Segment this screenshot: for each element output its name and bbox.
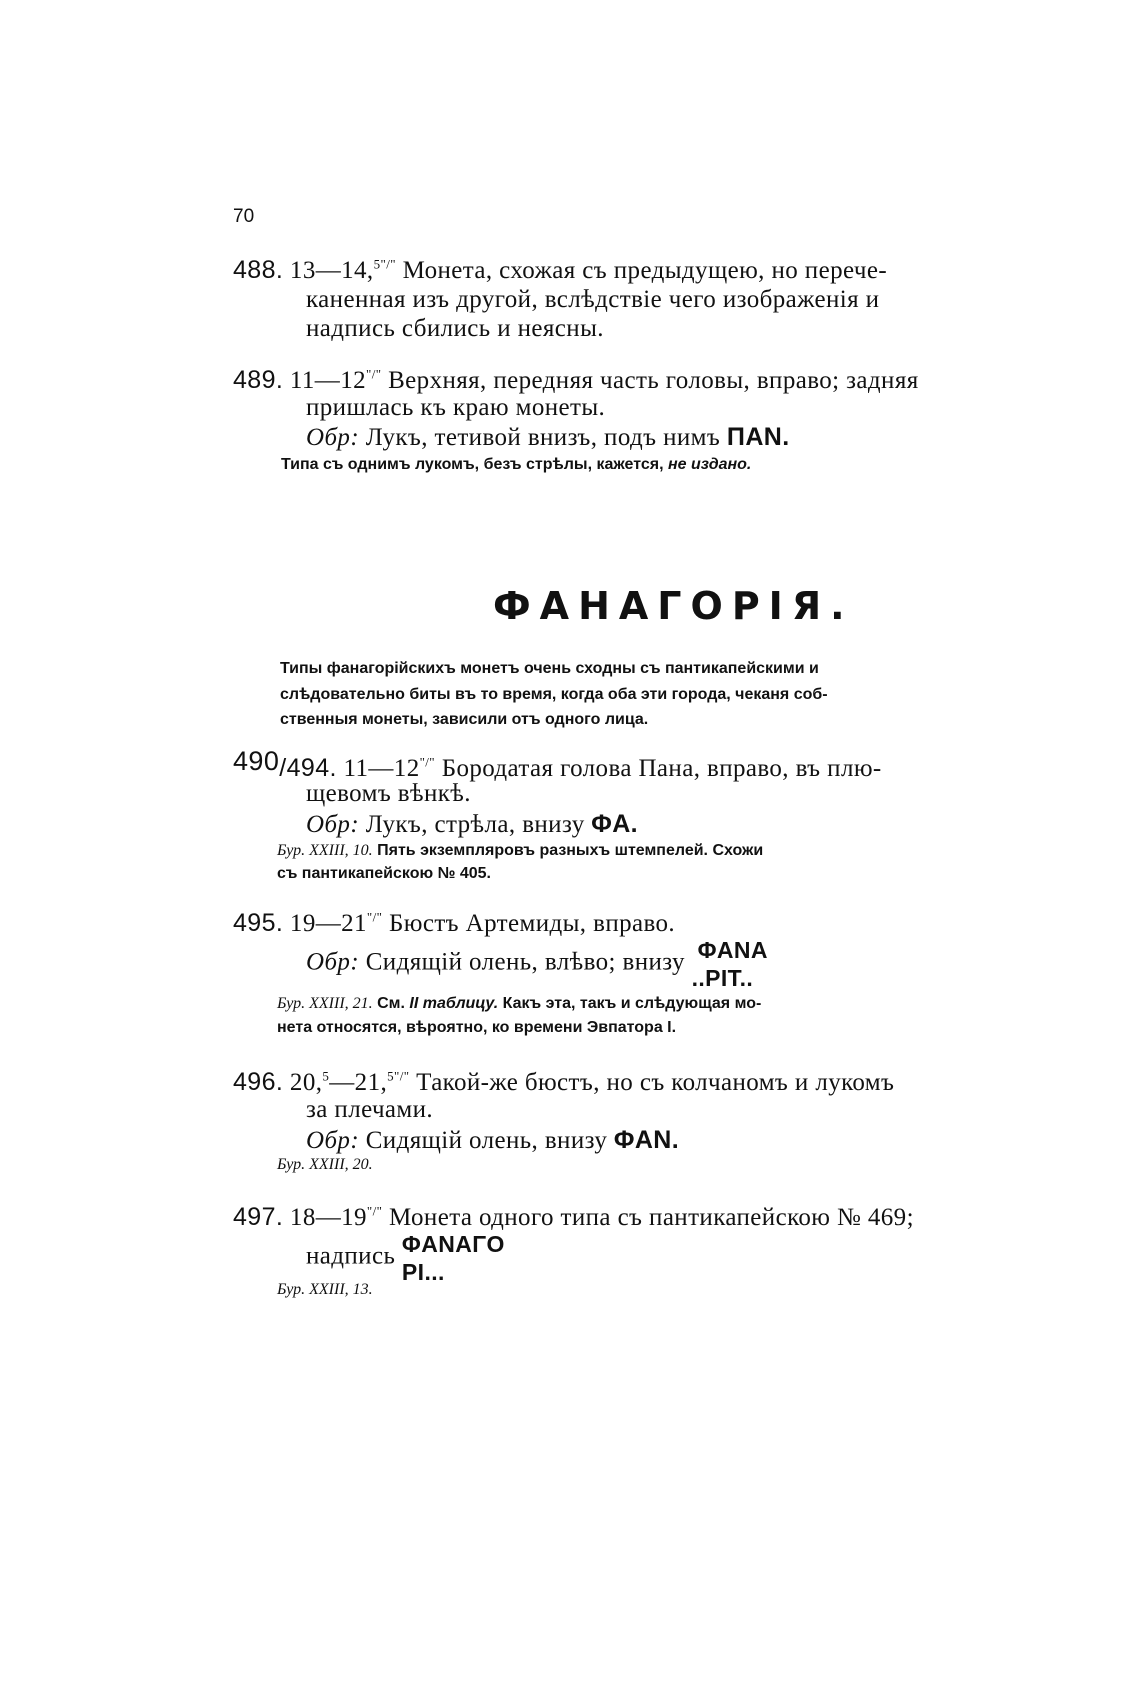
size-subscript-2: 5 <box>387 1068 395 1084</box>
entry-496-note <box>277 1156 373 1174</box>
reverse-label: Обр: <box>306 948 360 976</box>
size-subscript: 5 <box>322 1068 330 1084</box>
coin-size-2: —21, <box>329 1069 388 1096</box>
description: Верхняя, передняя часть головы, вправо; задняя <box>388 367 919 394</box>
entry-496-line-1 <box>233 1068 894 1097</box>
coin-size: 19—21 <box>289 910 367 937</box>
intro-line-3: ственныя монеты, зависили отъ одного лица. <box>280 711 649 728</box>
description: Такой-же бюстъ, но съ колчаномъ и лукомъ <box>416 1069 895 1096</box>
reverse-label: Обр: <box>306 1127 360 1154</box>
coin-size: 18—19 <box>289 1204 367 1231</box>
coin-size: 20, <box>289 1069 323 1096</box>
entry-495-line-1 <box>233 909 675 938</box>
entry-489-note <box>281 456 751 474</box>
coin-size: 11—12 <box>289 367 366 394</box>
entry-number: 495. <box>233 909 284 937</box>
unit-mark: "/" <box>366 909 383 925</box>
entry-490-line-1 <box>233 746 882 783</box>
reverse-text: Лукъ, тетивой внизъ, подъ нимъ <box>365 424 721 451</box>
entry-497-line-1 <box>233 1203 914 1232</box>
legend-top: ΦANA <box>697 937 768 963</box>
entry-495-note-2: нета относятся, вѣроятно, ко времени Эвпатора I. <box>277 1019 677 1036</box>
legend: ΠAN. <box>726 423 790 451</box>
unit-mark: "/" <box>366 366 382 382</box>
entry-488-line-3: надпись сбились и неясны. <box>306 315 604 342</box>
entry-number: 488. <box>233 256 284 284</box>
reference: Бур. XXIII, 20. <box>277 1156 373 1173</box>
entry-490-note-2: съ пантикапейскою № 405. <box>277 865 491 882</box>
note-text: Пять экземпляровъ разныхъ штемпелей. Схожи <box>377 842 764 859</box>
reference: Бур. XXIII, 13. <box>277 1281 373 1298</box>
reverse-text: Сидящій олень, влѣво; внизу <box>365 948 685 976</box>
legend: ΦAN. <box>613 1126 680 1154</box>
legend-stack <box>402 1230 505 1286</box>
entry-497-inscription <box>306 1230 505 1286</box>
entry-488-line-2: каненная изъ другой, вслѣдствіе чего изображенія и <box>306 286 880 313</box>
entry-number: 497. <box>233 1203 284 1231</box>
entry-496-line-2: за плечами. <box>306 1096 434 1123</box>
legend-bottom: PI... <box>401 1259 445 1285</box>
page-number: 70 <box>233 206 255 227</box>
reference: Бур. XXIII, 10. <box>277 842 373 859</box>
entry-497-note <box>277 1281 373 1299</box>
reverse-label: Обр: <box>306 424 360 451</box>
legend-top: ΦANAΓO <box>401 1231 505 1257</box>
legend-stack <box>692 936 768 992</box>
reverse-label: Обр: <box>306 811 360 838</box>
entry-488-line-1 <box>233 256 887 285</box>
note-text: Типа съ однимъ лукомъ, безъ стрѣлы, кажется, <box>281 456 664 473</box>
intro-line-1: Типы фанагорійскихъ монетъ очень сходны съ пантикапейскими и <box>280 660 819 677</box>
size-subscript: 5 <box>373 256 381 272</box>
see-italic: II таблицу. <box>409 995 499 1012</box>
entry-490-note-1 <box>277 842 763 860</box>
entry-number: 490/494. <box>233 746 337 782</box>
entry-489-reverse <box>306 423 790 452</box>
description: Бородатая голова Пана, вправо, въ плю- <box>441 755 882 782</box>
coin-size: 13—14, <box>289 257 374 284</box>
entry-495-note-1 <box>277 995 761 1013</box>
reverse-text: Сидящій олень, внизу <box>365 1127 608 1154</box>
entry-495-reverse <box>306 936 768 992</box>
note-italic: не издано. <box>667 456 752 473</box>
entry-496-reverse <box>306 1126 679 1155</box>
reverse-text: Лукъ, стрѣла, внизу <box>365 811 585 838</box>
reference: Бур. XXIII, 21. <box>277 995 373 1012</box>
entry-489-line-2: пришлась къ краю монеты. <box>306 394 606 421</box>
coin-size: 11—12 <box>343 755 420 782</box>
note-text: Какъ эта, такъ и слѣдующая мо- <box>502 995 762 1012</box>
entry-number: 489. <box>233 366 284 394</box>
intro-line-2: слѣдовательно биты въ то время, когда оба эти города, чеканя соб- <box>280 686 828 703</box>
entry-number: 496. <box>233 1068 284 1096</box>
section-heading: ФАНАГОРІЯ. <box>493 584 854 628</box>
description: Монета, схожая съ предыдущею, но перече- <box>402 257 888 284</box>
unit-mark: "/" <box>419 754 436 770</box>
entry-490-reverse <box>306 810 638 839</box>
description: Бюстъ Артемиды, вправо. <box>389 910 676 937</box>
entry-489-line-1 <box>233 366 919 395</box>
inscription-label: надпись <box>306 1242 396 1270</box>
legend-bottom: ..PIT.. <box>691 965 754 991</box>
see: См. <box>377 995 405 1012</box>
legend: ΦA. <box>591 810 639 838</box>
unit-mark: "/" <box>380 256 396 272</box>
unit-mark: "/" <box>366 1203 383 1219</box>
unit-mark: "/" <box>394 1068 410 1084</box>
entry-490-line-2: щевомъ вѣнкѣ. <box>306 780 471 807</box>
description: Монета одного типа съ пантикапейскою № 469; <box>389 1204 914 1231</box>
